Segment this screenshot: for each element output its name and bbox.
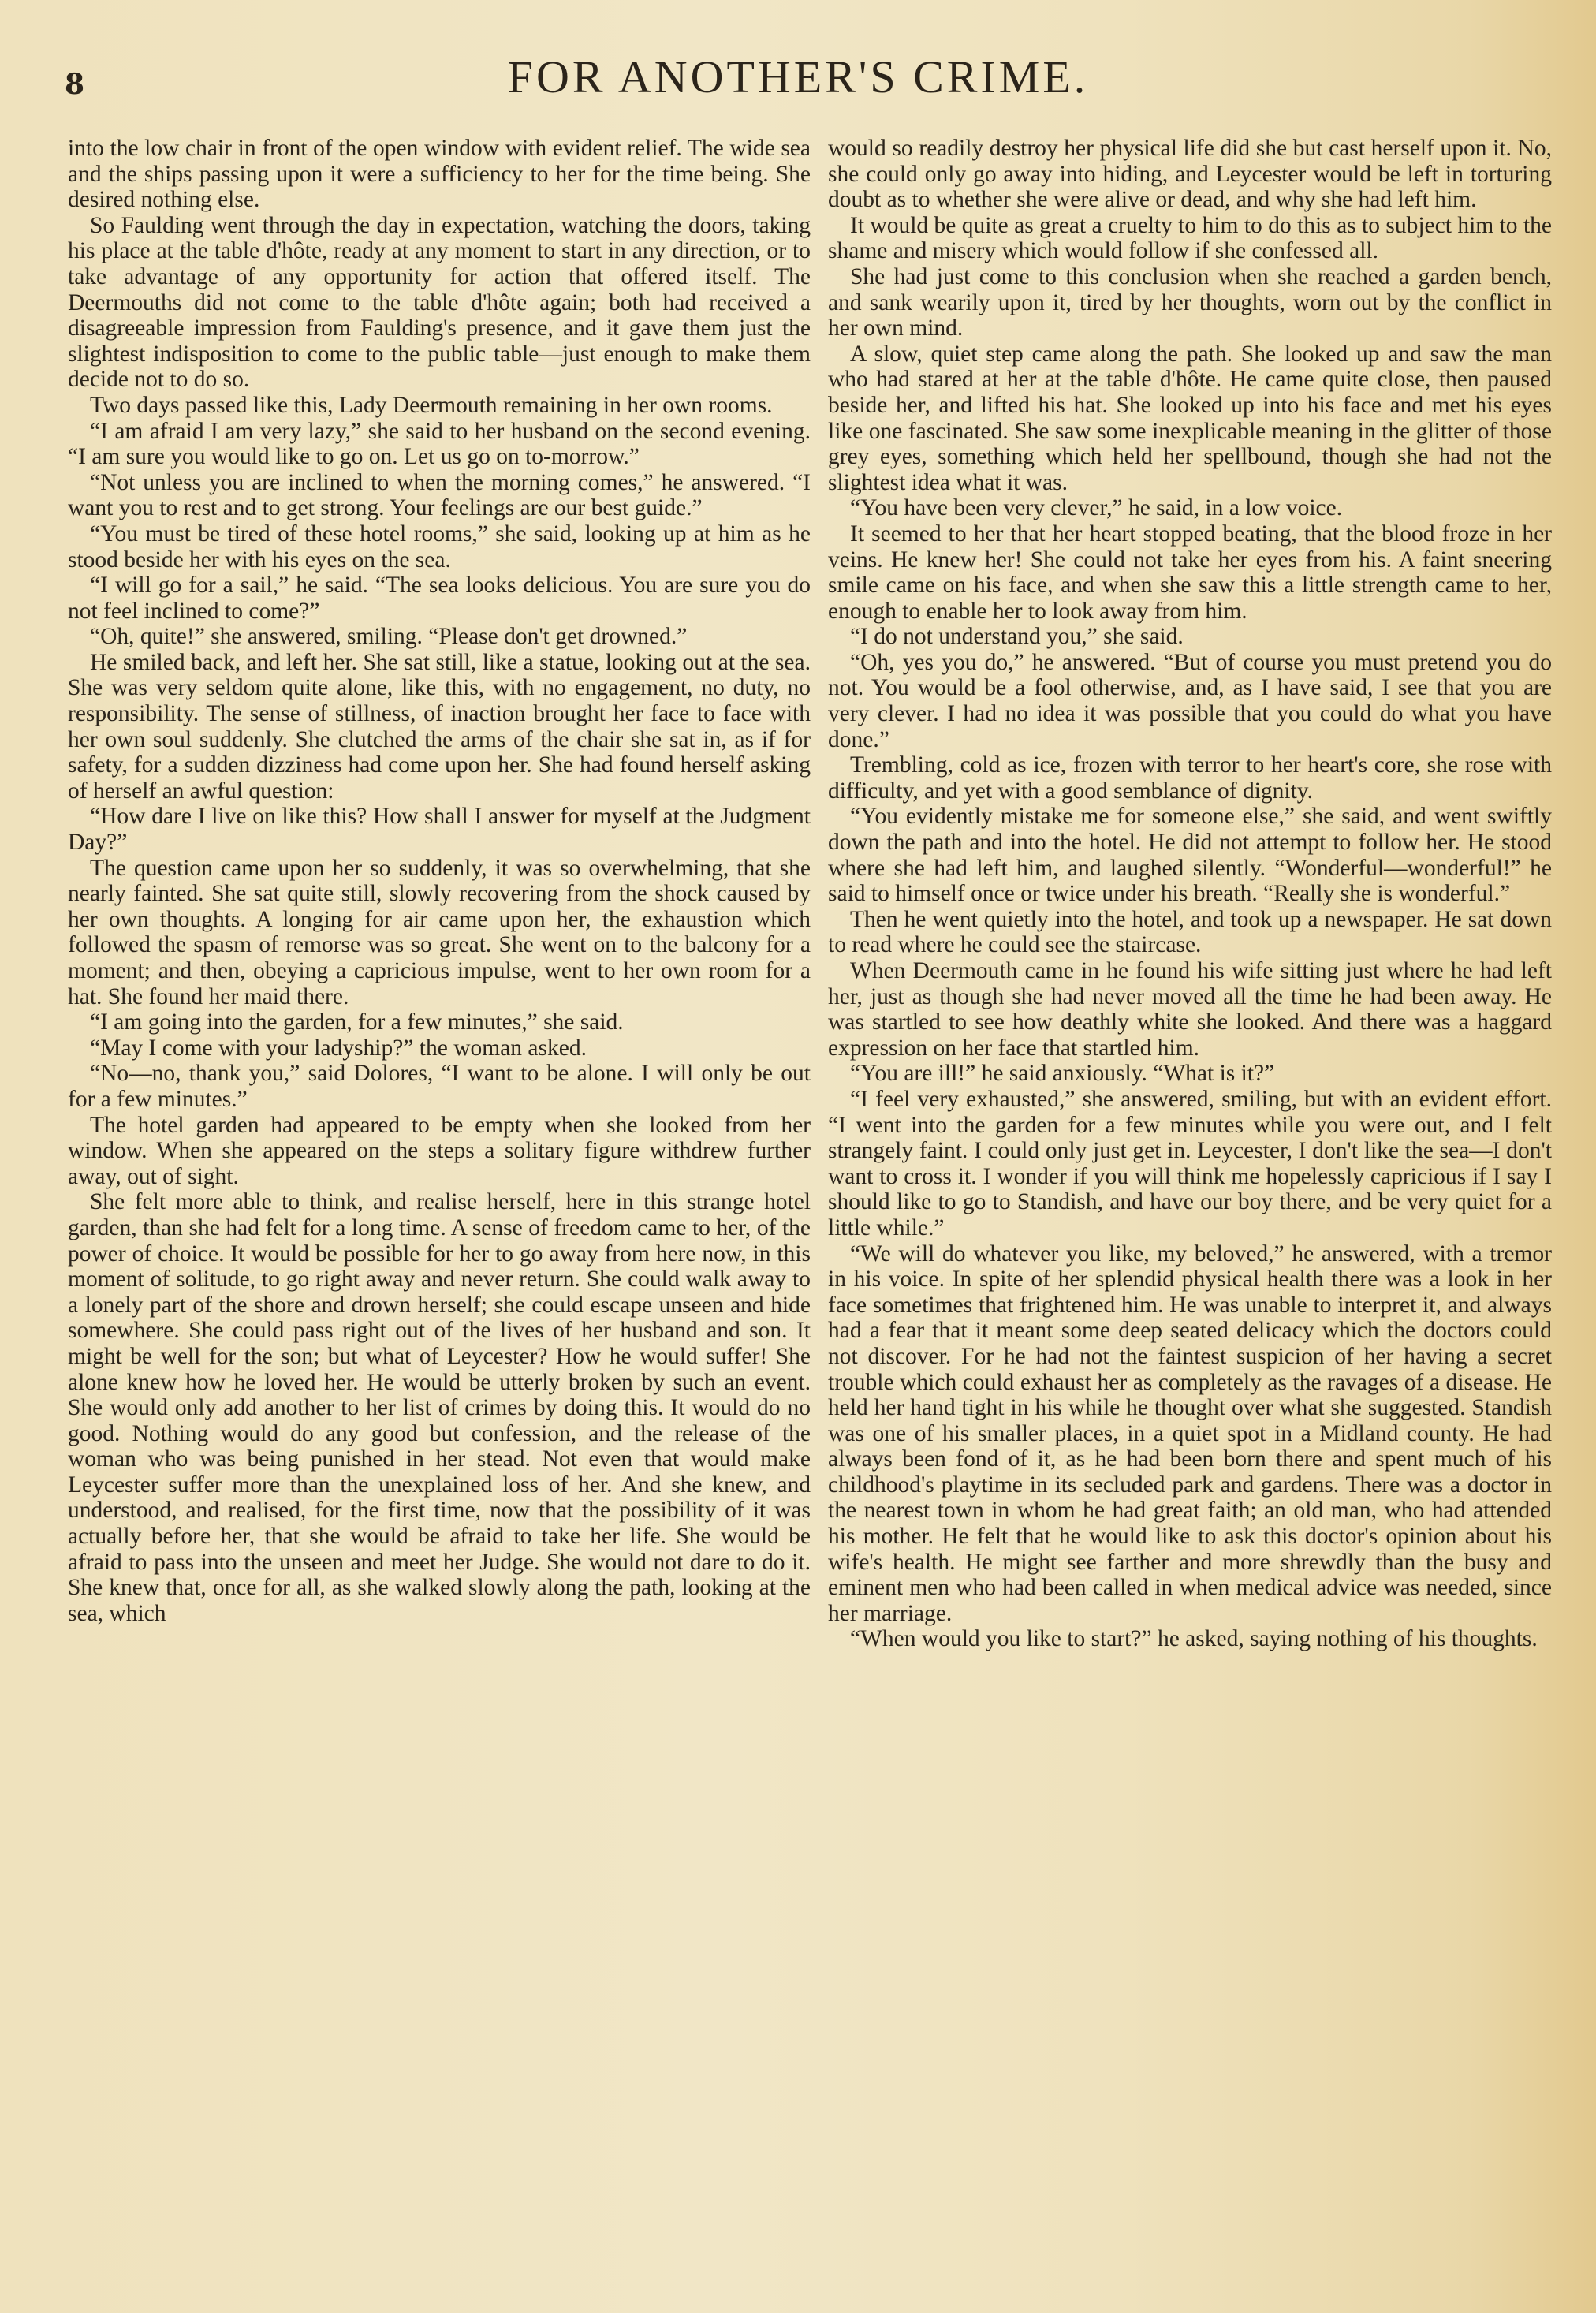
paragraph: “I will go for a sail,” he said. “The sea looks delicious. You are sure you do not feel inclined to come?” [68,573,811,624]
paragraph: She felt more able to think, and realise herself, here in this strange hotel garden, than she had felt for a long time. A sense of freedom came to her, of the power of choice. It would be possible for her to go away from here now, in this moment of solitude, to go right away and never return. She could walk away to a lonely part of the shore and drown herself; she could escape unseen and hide somewhere. She could pass right out of the lives of her husband and son. It might be well for the son; but what of Leycester? How he would suffer! She alone knew how he loved her. He would be utterly broken by such an event. She would only add another to her list of crimes by doing this. It would do no good. Nothing would do any good but confession, and the release of the woman who was being punished in her stead. Not even that would make Leycester suffer more than the unexplained loss of her. And she knew, and understood, and realised, for the first time, now that the possibility of it was actually before her, that she would be afraid to take her life. She would be afraid to pass into the unseen and meet her Judge. She would not dare to do it. She knew that, once for all, as she walked slowly along the path, looking at the sea, which [68,1189,811,1626]
paragraph: It seemed to her that her heart stopped beating, that the blood froze in her veins. He knew her! She could not take her eyes from his. A faint sneering smile came on his face, and when she saw this a little strength came to her, enough to enable her to look away from him. [828,520,1552,624]
paragraph: She had just come to this conclusion when she reached a garden bench, and sank wearily upon it, tired by her thoughts, worn out by the conflict in her own mind. [828,263,1552,341]
paragraph: would so readily destroy her physical life did she but cast herself upon it. No, she could only go away into hiding, and Leycester would be left in torturing doubt as to whether she were alive or dead, and why she had left him. [828,136,1552,213]
paragraph: “Not unless you are inclined to when the morning comes,” he answered. “I want you to rest and to get strong. Your feelings are our best guide.” [68,469,811,521]
paragraph: “Oh, quite!” she answered, smiling. “Please don't get drowned.” [90,624,688,650]
paragraph: “I am going into the garden, for a few minutes,” she said. [90,1009,624,1035]
paragraph: Then he went quietly into the hotel, and took up a newspaper. He sat down to read where he could see the staircase. [828,906,1552,958]
paragraph: “You evidently mistake me for someone else,” she said, and went swiftly down the path and into the hotel. He did not attempt to follow her. He stood where she had left him, and laughed silently. “Wonderful—wonderful!” he said to himself once or twice under his breath. “Really she is wonderful.” [828,804,1552,907]
paragraph: “When would you like to start?” he asked, saying nothing of his thoughts. [850,1626,1538,1652]
paragraph: “How dare I live on like this? How shall I answer for myself at the Judgment Day?” [68,804,811,856]
page-number: 8 [65,68,85,101]
paragraph: It would be quite as great a cruelty to him to do this as to subject him to the shame and misery which would follow if she confessed all. [828,212,1552,264]
running-title: FOR ANOTHER'S CRIME. [507,51,1089,103]
left-column [68,136,811,1626]
paragraph: “You have been very clever,” he said, in a low voice. [850,495,1343,521]
paragraph: A slow, quiet step came along the path. She looked up and saw the man who had stared at her at the table d'hôte. He came quite close, then paused beside her, and lifted his hat. She looked up into his face and met his eyes like one fascinated. She saw some inexplicable meaning in the glitter of those grey eyes, something which held her spellbound, though she had not the slightest idea what it was. [828,341,1552,495]
paragraph: into the low chair in front of the open window with evident relief. The wide sea and the ships passing upon it were a sufficiency to her for the time being. She desired nothing else. [68,136,811,213]
paragraph: “May I come with your ladyship?” the woman asked. [90,1035,587,1061]
paragraph: “No—no, thank you,” said Dolores, “I want to be alone. I will only be out for a few minutes.” [68,1061,811,1112]
paragraph: He smiled back, and left her. She sat still, like a statue, looking out at the sea. She was very seldom quite alone, like this, with no engagement, no duty, no responsibility. The sense of stillness, of inaction brought her face to face with her own soul suddenly. She clutched the arms of the chair she sat in, as if for safety, for a sudden dizziness had come upon her. She had found herself asking of herself an awful question: [68,649,811,804]
paragraph: When Deermouth came in he found his wife sitting just where he had left her, just as though she had never moved all the time he had been away. He was startled to see how deathly white she looked. And there was a haggard expression on her face that startled him. [828,958,1552,1061]
right-column [828,136,1552,1652]
paragraph: “You are ill!” he said anxiously. “What is it?” [850,1061,1275,1087]
paragraph: “I am afraid I am very lazy,” she said to her husband on the second evening. “I am sure you would like to go on. Let us go on to-morrow.” [68,418,811,470]
paragraph: The question came upon her so suddenly, it was so overwhelming, that she nearly fainted. She sat quite still, slowly recovering from the shock caused by her own thoughts. A longing for air came upon her, the exhaustion which followed the spasm of remorse was so great. She went on to the balcony for a moment; and then, obeying a capricious impulse, went to her own room for a hat. She found her maid there. [68,855,811,1009]
paragraph: “Oh, yes you do,” he answered. “But of course you must pretend you do not. You would be a fool otherwise, and, as I have said, I see that you are very clever. I had no idea it was possible that you could do what you have done.” [828,649,1552,752]
paragraph: “I feel very exhausted,” she answered, smiling, but with an evident effort. “I went into the garden for a few minutes while you were out, and I felt strangely faint. I could only just get in. Leycester, I don't like the sea—I don't want to cross it. I wonder if you will think me hopelessly capricious if I say I should like to go to Standish, and have our boy there, and be very quiet for a little while.” [828,1086,1552,1240]
paragraph: So Faulding went through the day in expectation, watching the doors, taking his place at the table d'hôte, ready at any moment to start in any direction, or to take advantage of any opportunity for action that offered itself. The Deermouths did not come to the table d'hôte again; both had received a disagreeable impression from Faulding's presence, and it gave them just the slightest indisposition to come to the public table—just enough to make them decide not to do so. [68,212,811,393]
paragraph: “I do not understand you,” she said. [850,624,1184,650]
paragraph: Trembling, cold as ice, frozen with terror to her heart's core, she rose with difficulty, and yet with a good semblance of dignity. [828,752,1552,804]
paragraph: “We will do whatever you like, my beloved,” he answered, with a tremor in his voice. In spite of her splendid physical health there was a look in her face sometimes that frightened him. He was unable to interpret it, and always had a fear that it meant some deep seated delicacy which the doctors could not discover. For he had not the faintest suspicion of her having a secret trouble which could exhaust her as completely as the ravages of a disease. He held her hand tight in his while he thought over what she suggested. Standish was one of his smaller places, in a quiet spot in a Midland county. He had always been fond of it, as he had been born there and spent much of his childhood's playtime in its secluded park and gardens. There was a doctor in the nearest town in whom he had great faith; an old man, who had attended his mother. He felt that he would like to ask this doctor's opinion about his wife's health. He might see farther and more shrewdly than the busy and eminent men who had been called in when medical advice was needed, since her marriage. [828,1240,1552,1626]
paragraph: “You must be tired of these hotel rooms,” she said, looking up at him as he stood beside her with his eyes on the sea. [68,520,811,573]
paragraph: Two days passed like this, Lady Deermouth remaining in her own rooms. [90,392,773,418]
paragraph: The hotel garden had appeared to be empty when she looked from her window. When she appeared on the steps a solitary figure withdrew further away, out of sight. [68,1112,811,1189]
